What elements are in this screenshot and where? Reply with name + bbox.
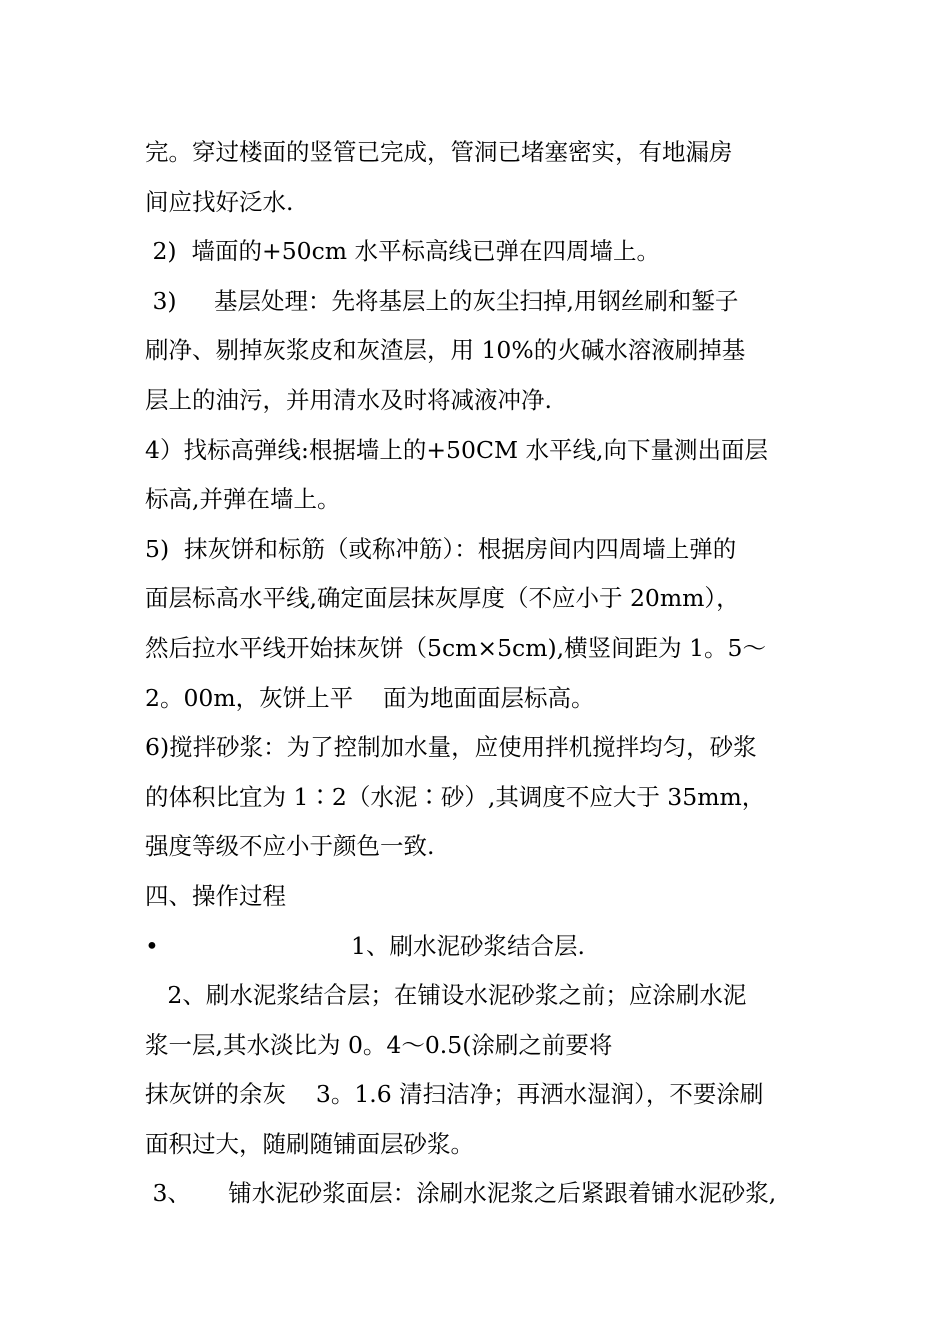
text-line: 4）找标高弹线:根据墙上的+50CM 水平线,向下量测出面层: [145, 435, 768, 464]
text-line: 3、 铺水泥砂浆面层：涂刷水泥浆之后紧跟着铺水泥砂浆,: [145, 1179, 777, 1208]
text-line: 刷净、剔掉灰浆皮和灰渣层，用 10%的火碱水溶液刷掉基: [145, 336, 746, 365]
text-line: 的体积比宜为 1∶2（水泥∶砂）,其调度不应大于 35mm，: [145, 782, 766, 811]
text-line: 3) 基层处理：先将基层上的灰尘扫掉,用钢丝刷和錾子: [145, 286, 739, 315]
text-line: 抹灰饼的余灰 3。1.6 清扫洁净；再洒水湿润），不要涂刷: [145, 1080, 764, 1109]
text-line: 面积过大，随刷随铺面层砂浆。: [145, 1129, 474, 1158]
bullet-text: 1、刷水泥砂浆结合层.: [351, 931, 585, 960]
text-line: 浆一层,其水淡比为 0。4～0.5(涂刷之前要将: [145, 1030, 613, 1059]
text-line: 面层标高水平线,确定面层抹灰厚度（不应小于 20mm），: [145, 584, 740, 613]
text-line: 2、刷水泥浆结合层；在铺设水泥砂浆之前；应涂刷水泥: [145, 981, 747, 1010]
text-line: 2。00m，灰饼上平 面为地面面层标高。: [145, 683, 595, 712]
text-line: 完。穿过楼面的竖管已完成，管洞已堵塞密实，有地漏房: [145, 138, 733, 166]
bullet-marker: •: [145, 931, 159, 960]
text-line: 层上的油污，并用清水及时将减液冲净.: [145, 385, 552, 414]
text-line: 标高,并弹在墙上。: [145, 485, 341, 514]
section-heading: 四、操作过程: [145, 881, 286, 910]
text-line: 5) 抹灰饼和标筋（或称冲筋）：根据房间内四周墙上弹的: [145, 534, 737, 563]
document-body: [145, 128, 825, 1219]
text-line: 2) 墙面的+50cm 水平标高线已弹在四周墙上。: [145, 237, 661, 266]
text-line: 间应找好泛水.: [145, 187, 294, 216]
text-line: 然后拉水平线开始抹灰饼（5cm×5cm),横竖间距为 1。5～: [145, 633, 766, 662]
text-line: 强度等级不应小于颜色一致.: [145, 832, 435, 861]
text-line: 6)搅拌砂浆：为了控制加水量，应使用拌机搅拌均匀，砂浆: [145, 733, 757, 762]
bullet-item: [145, 922, 825, 972]
